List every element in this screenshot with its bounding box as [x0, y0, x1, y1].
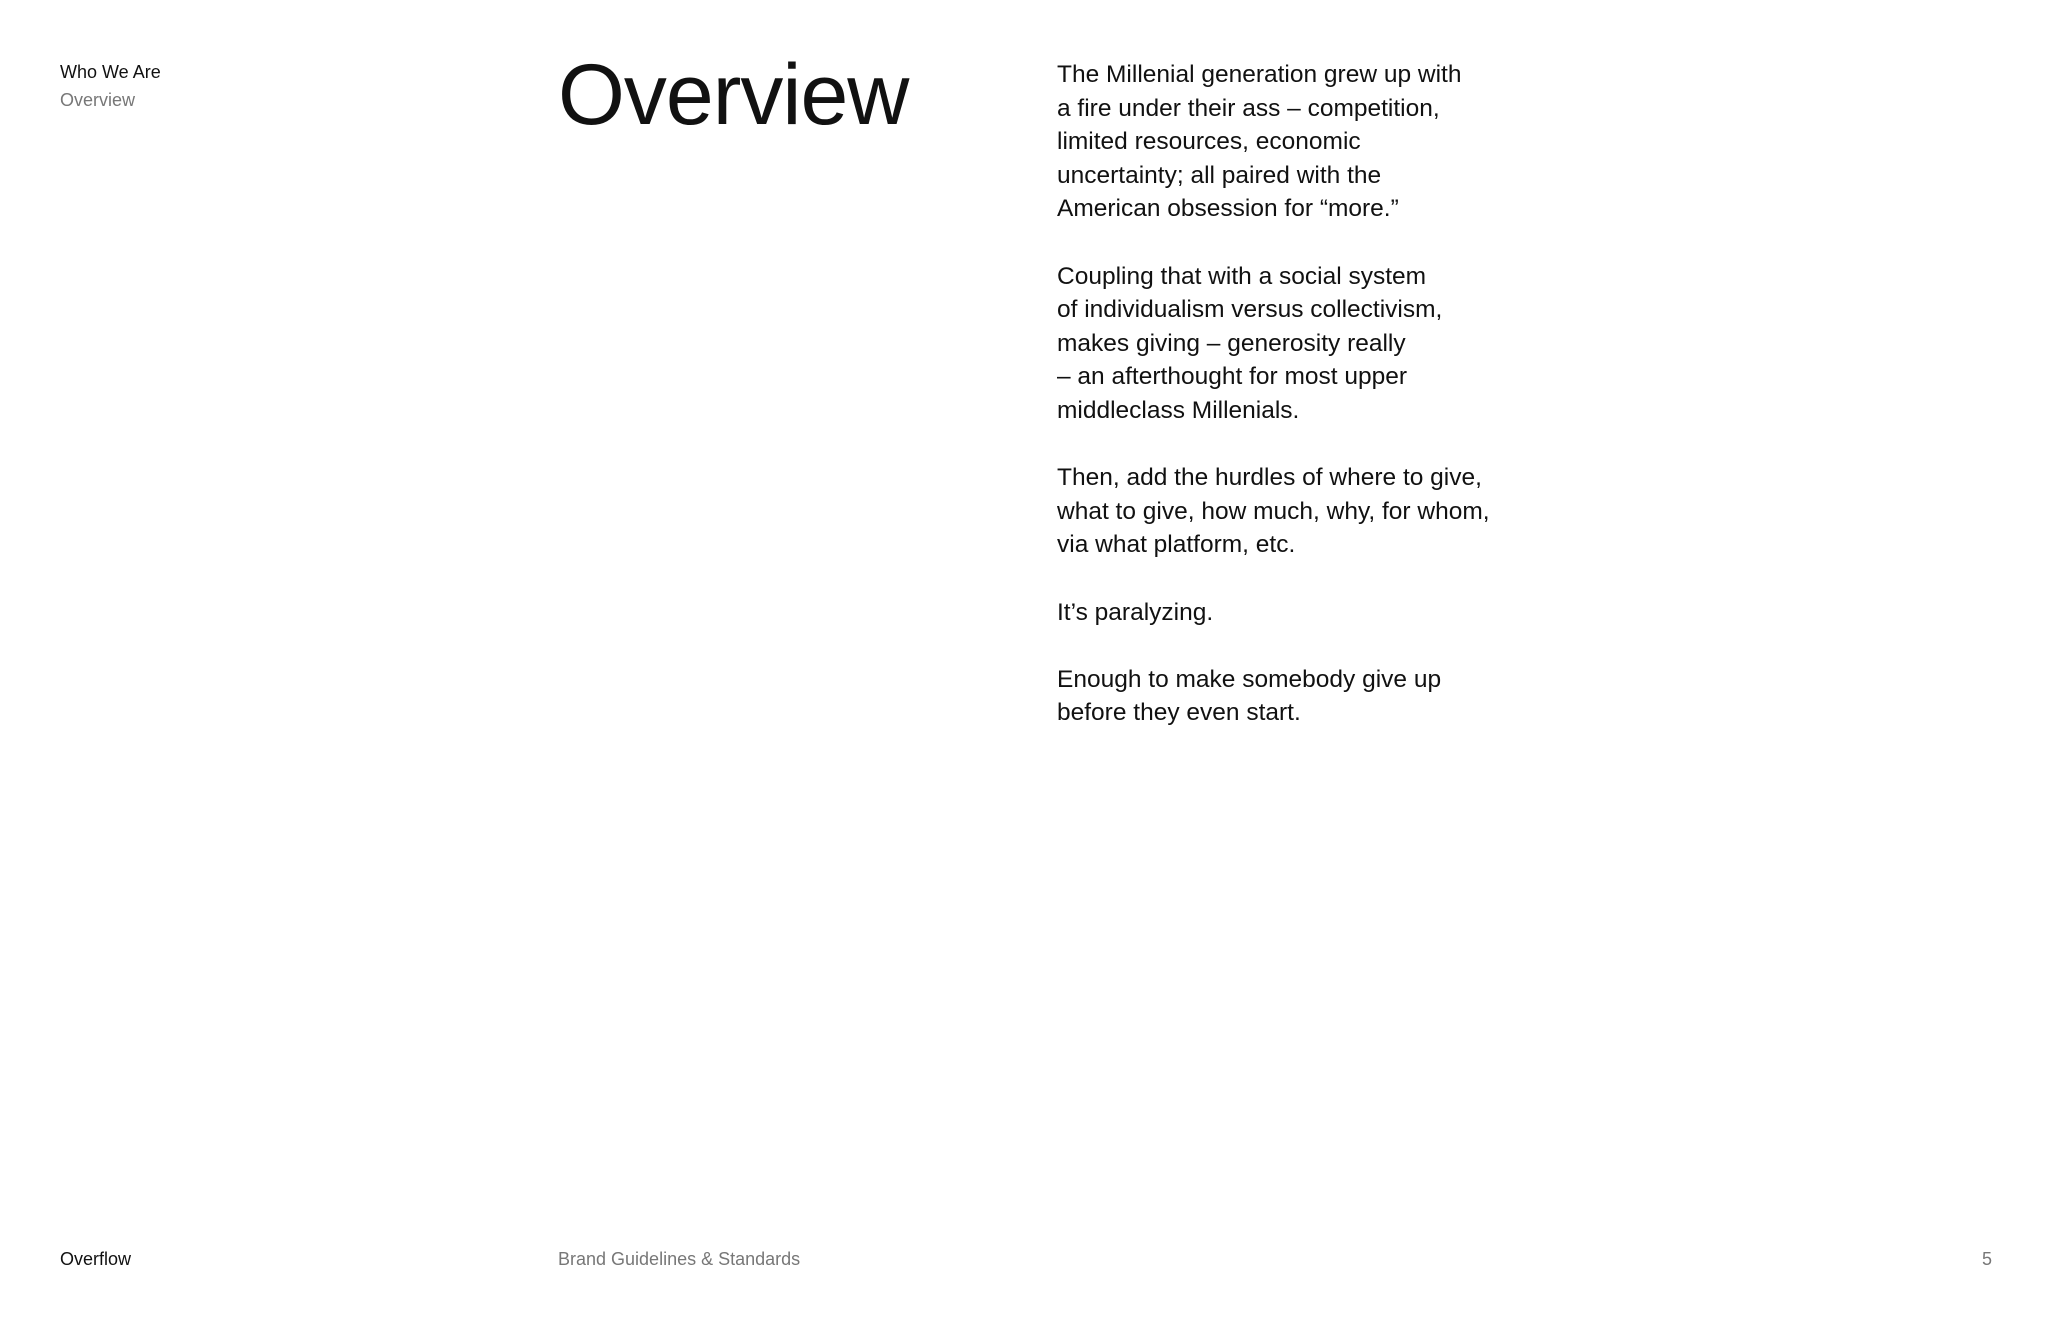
- breadcrumb-current: Overview: [60, 90, 136, 110]
- footer-brand: Overflow: [60, 1249, 132, 1269]
- text-line: middleclass Millenials.: [1057, 396, 1300, 424]
- text-line: Enough to make somebody give up: [1057, 665, 1442, 693]
- paragraph-3: [1057, 461, 1517, 562]
- paragraph-5: [1057, 663, 1517, 730]
- breadcrumb-section: Who We Are: [60, 62, 161, 82]
- footer-document-title: Brand Guidelines & Standards: [558, 1249, 801, 1269]
- text-line: of individualism versus collectivism,: [1057, 296, 1443, 324]
- page-number: 5: [1981, 1249, 1992, 1269]
- text-line: Coupling that with a social system: [1057, 262, 1427, 290]
- breadcrumb: [60, 58, 161, 114]
- text-line: via what platform, etc.: [1057, 531, 1296, 559]
- text-line: Then, add the hurdles of where to give,: [1057, 464, 1482, 492]
- paragraph-1: [1057, 58, 1517, 226]
- text-line: makes giving – generosity really: [1057, 329, 1406, 357]
- text-line: uncertainty; all paired with the: [1057, 161, 1382, 189]
- text-line: before they even start.: [1057, 699, 1301, 727]
- text-line: a fire under their ass – competition,: [1057, 94, 1440, 122]
- paragraph-2: [1057, 260, 1517, 428]
- text-line: what to give, how much, why, for whom,: [1057, 497, 1490, 525]
- page-title: Overview: [558, 47, 909, 143]
- text-line: The Millenial generation grew up with: [1057, 61, 1462, 88]
- text-line: limited resources, economic: [1057, 128, 1361, 156]
- body-copy: [1057, 58, 1517, 763]
- text-line: American obsession for “more.”: [1057, 195, 1399, 223]
- text-line: It’s paralyzing.: [1057, 598, 1214, 626]
- text-line: – an afterthought for most upper: [1057, 363, 1408, 391]
- paragraph-4: [1057, 596, 1517, 630]
